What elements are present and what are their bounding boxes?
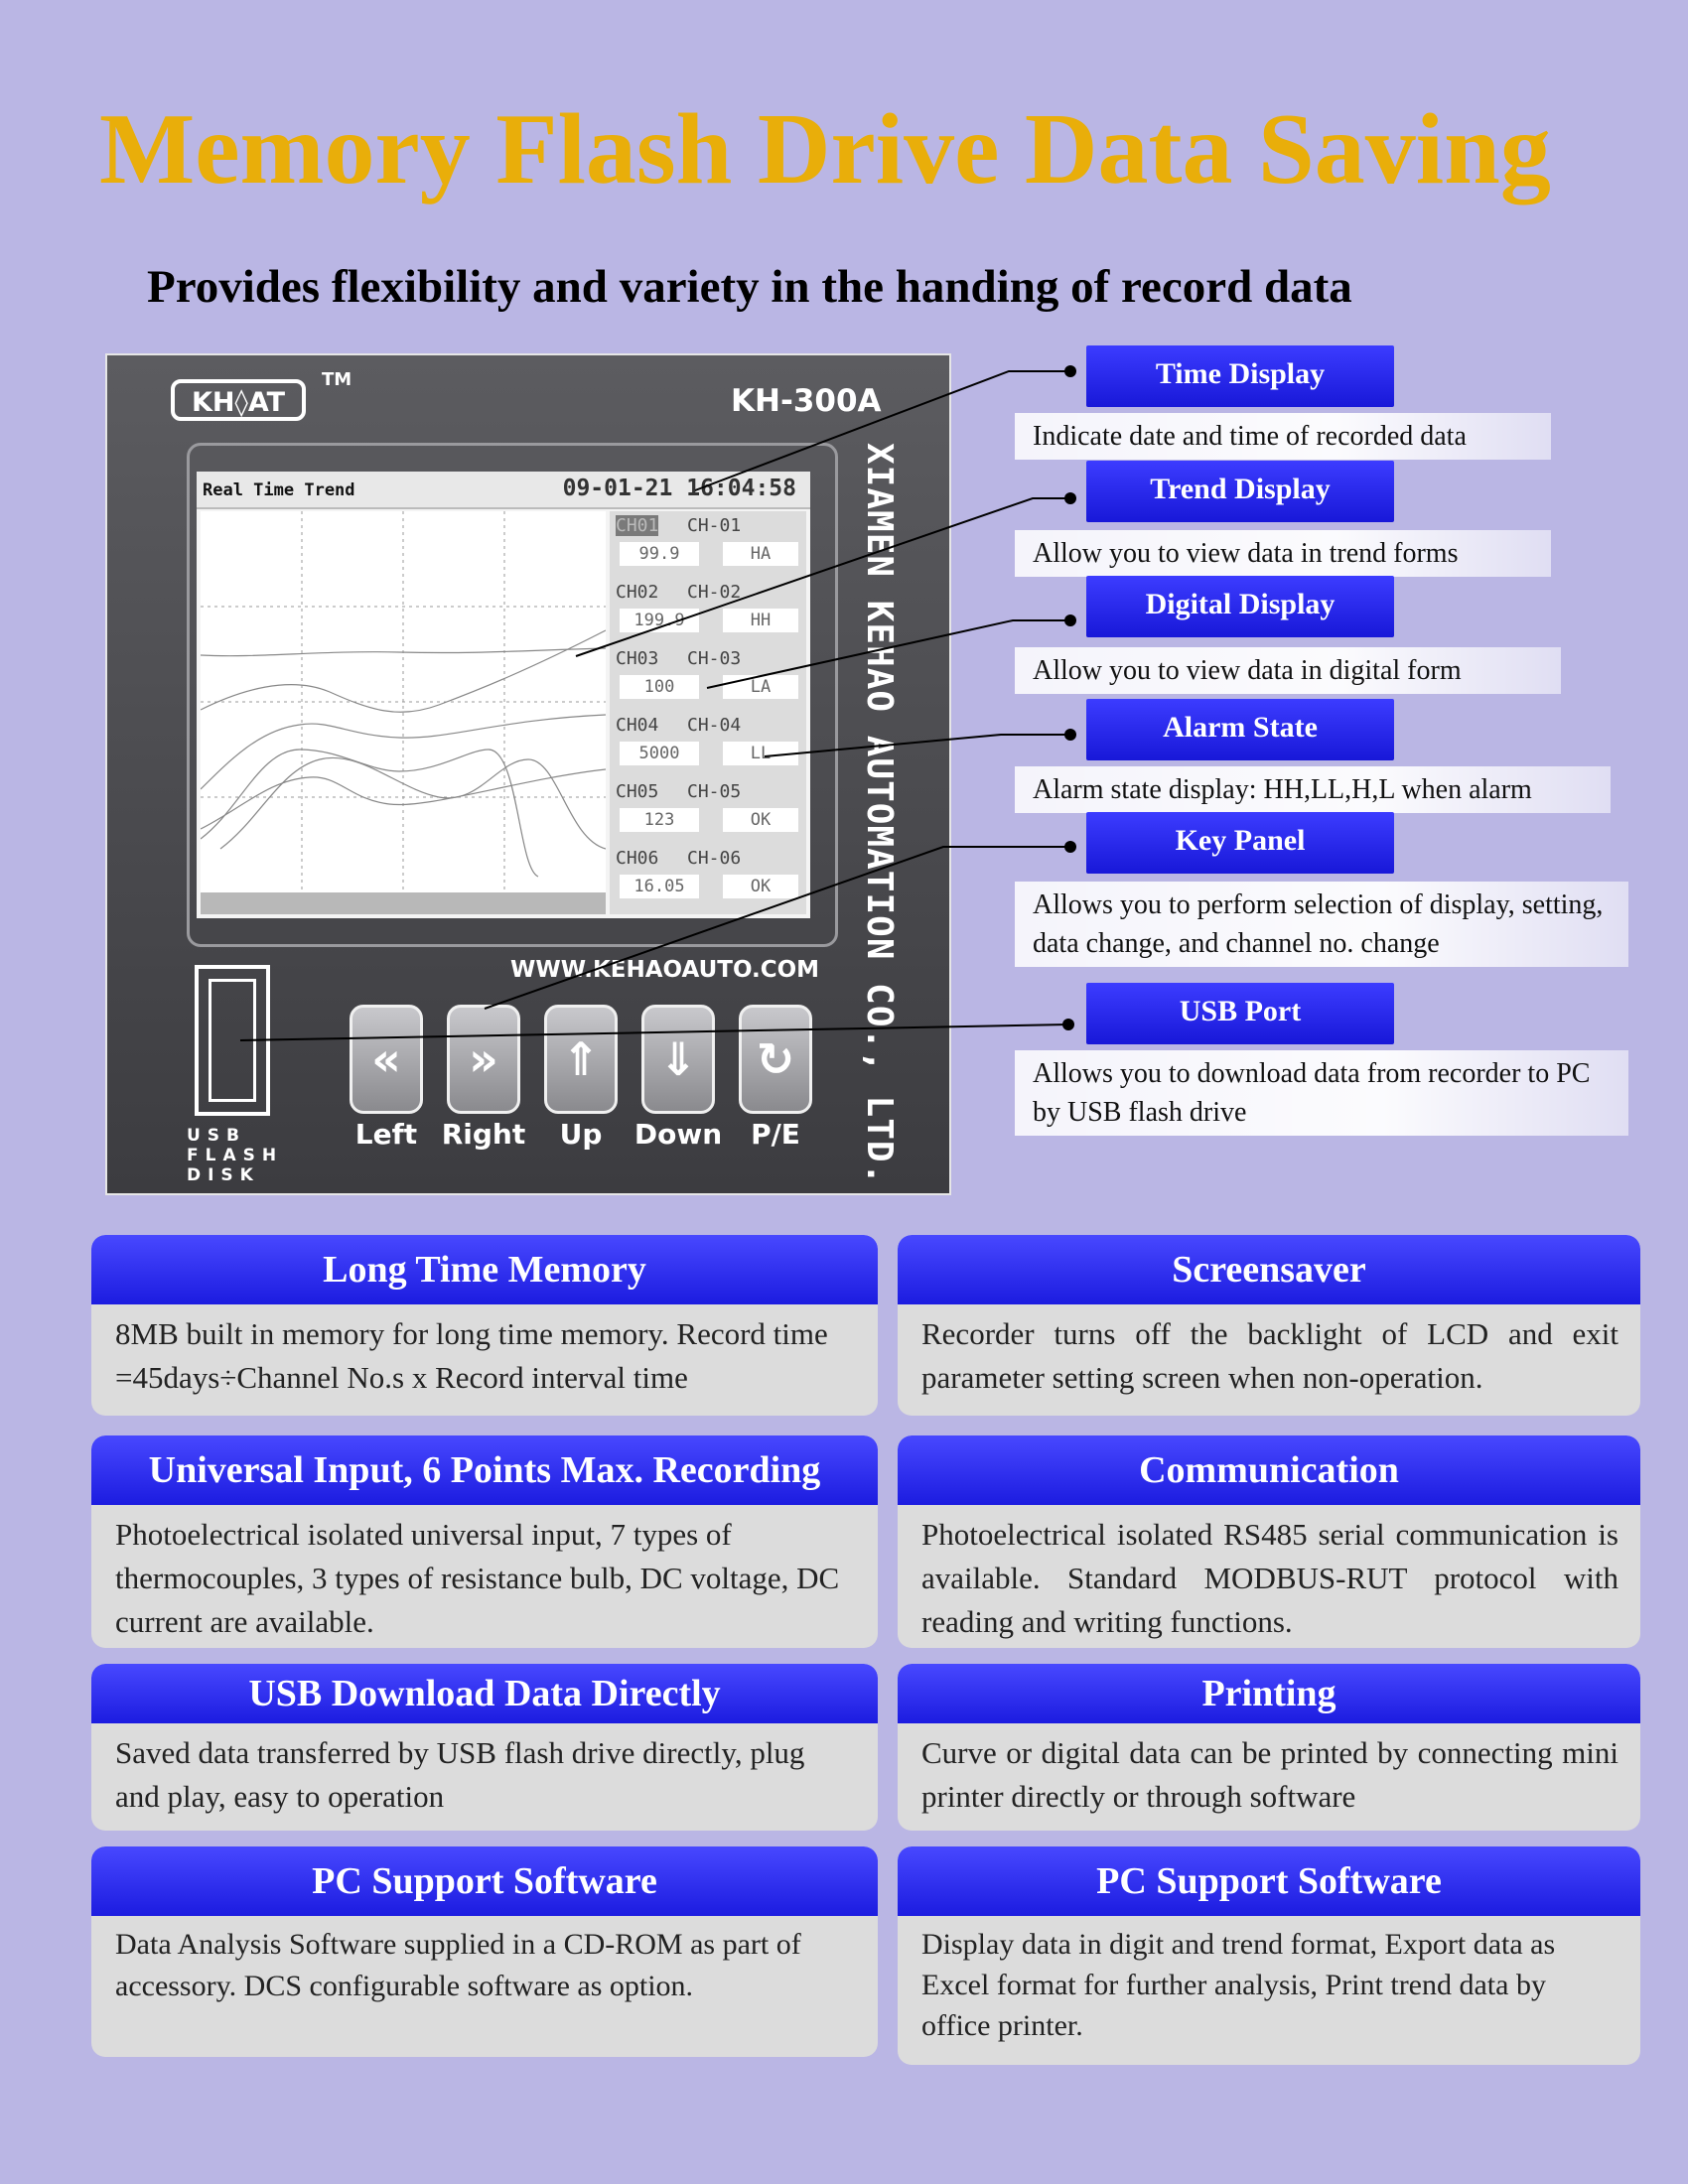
feature-body: 8MB built in memory for long time memory. Record time =45days÷Channel No.s x Record interval time <box>115 1316 828 1395</box>
channel-id: CH06 <box>616 848 659 869</box>
feature-pc-support-software-1 <box>91 1846 878 2057</box>
callout-key-panel-desc: Allows you to perform selection of display, setting, data change, and channel no. change <box>1015 882 1628 967</box>
channel-id: CH03 <box>616 648 659 669</box>
feature-title: Screensaver <box>898 1235 1640 1304</box>
lcd-title: Real Time Trend <box>203 480 355 500</box>
callout-trend-display: Trend Display <box>1086 461 1394 522</box>
feature-universal-input <box>91 1435 878 1648</box>
page-title: Memory Flash Drive Data Saving <box>99 93 1551 205</box>
callout-usb-port: USB Port <box>1086 983 1394 1044</box>
channel-state: HA <box>723 542 798 566</box>
lcd-time: 09-01-21 16:04:58 <box>562 476 796 501</box>
feature-body: Photoelectrical isolated universal input, 7 types of thermocouples, 3 types of resistance bulb, DC voltage, DC current are available. <box>115 1517 840 1639</box>
feature-title: Universal Input, 6 Points Max. Recording <box>91 1435 878 1505</box>
feature-body: Curve or digital data can be printed by connecting mini printer directly or through software <box>921 1735 1618 1814</box>
brand-logo: KH◊AT <box>171 379 306 421</box>
feature-body: Display data in digit and trend format, Export data as Excel format for further analysis, Print trend data by office printer. <box>921 1928 1556 2042</box>
feature-title: Communication <box>898 1435 1640 1505</box>
channel-name: CH-03 <box>687 648 742 669</box>
channel-name: CH-02 <box>687 582 742 603</box>
trademark-mark: TM <box>322 369 352 390</box>
channel-id: CH01 <box>616 515 659 536</box>
channel-id: CH02 <box>616 582 659 603</box>
channel-id: CH05 <box>616 781 659 802</box>
page-subtitle: Provides flexibility and variety in the handing of record data <box>147 261 1352 313</box>
callout-alarm-state: Alarm State <box>1086 699 1394 760</box>
channel-value: 123 <box>620 808 699 832</box>
feature-body: Saved data transferred by USB flash drive directly, plug and play, easy to operation <box>115 1735 805 1814</box>
channel-value: 16.05 <box>620 875 699 898</box>
channel-id: CH04 <box>616 715 659 736</box>
up-key-button: ⇑ <box>544 1005 618 1114</box>
callout-usb-port-desc: Allows you to download data from recorder to PC by USB flash drive <box>1015 1050 1628 1136</box>
channel-name: CH-06 <box>687 848 742 869</box>
channel-value: 99.9 <box>620 542 699 566</box>
feature-title: Printing <box>898 1664 1640 1723</box>
feature-usb-download <box>91 1664 878 1831</box>
feature-printing <box>898 1664 1640 1831</box>
left-key-button: « <box>350 1005 423 1114</box>
channel-name: CH-05 <box>687 781 742 802</box>
feature-pc-support-software-2 <box>898 1846 1640 2065</box>
channel-name: CH-01 <box>687 515 742 536</box>
channel-value: 5000 <box>620 742 699 765</box>
feature-long-time-memory <box>91 1235 878 1416</box>
callout-time-display: Time Display <box>1086 345 1394 407</box>
usb-port-label: USB FLASH DISK <box>187 1126 284 1185</box>
feature-communication <box>898 1435 1640 1648</box>
feature-title: USB Download Data Directly <box>91 1664 878 1723</box>
feature-title: PC Support Software <box>898 1846 1640 1916</box>
feature-body: Data Analysis Software supplied in a CD-ROM as part of accessory. DCS configurable software as option. <box>115 1928 801 2002</box>
website-url: WWW.KEHAOAUTO.COM <box>510 957 820 983</box>
channel-state: OK <box>723 808 798 832</box>
channel-name: CH-04 <box>687 715 742 736</box>
pe-key-label: P/E <box>751 1118 800 1151</box>
pe-key-button: ↻ <box>739 1005 812 1114</box>
callout-digital-display: Digital Display <box>1086 576 1394 637</box>
feature-body: Photoelectrical isolated RS485 serial communication is available. Standard MODBUS-RUT protocol with reading and writing functions. <box>921 1517 1618 1639</box>
feature-body: Recorder turns off the backlight of LCD and exit parameter setting screen when non-operation. <box>921 1316 1618 1395</box>
down-key-label: Down <box>633 1118 723 1151</box>
feature-title: Long Time Memory <box>91 1235 878 1304</box>
channel-value: 199.9 <box>620 609 699 632</box>
callout-key-panel: Key Panel <box>1086 812 1394 874</box>
callout-trend-display-desc: Allow you to view data in trend forms <box>1015 530 1551 577</box>
company-vertical-text: XIAMEN KEHAO AUTOMATION CO., LTD. <box>859 443 900 1186</box>
channel-state: LA <box>723 675 798 699</box>
channel-state: LL <box>723 742 798 765</box>
channel-state: OK <box>723 875 798 898</box>
feature-screensaver <box>898 1235 1640 1416</box>
callout-alarm-state-desc: Alarm state display: HH,LL,H,L when alarm <box>1015 766 1611 813</box>
left-key-label: Left <box>354 1118 418 1151</box>
channel-state: HH <box>723 609 798 632</box>
down-key-button: ⇓ <box>641 1005 715 1114</box>
up-key-label: Up <box>559 1118 603 1151</box>
channel-value: 100 <box>620 675 699 699</box>
callout-digital-display-desc: Allow you to view data in digital form <box>1015 647 1561 694</box>
callout-time-display-desc: Indicate date and time of recorded data <box>1015 413 1551 460</box>
model-number: KH-300A <box>731 383 882 419</box>
right-key-label: Right <box>441 1118 526 1151</box>
feature-title: PC Support Software <box>91 1846 878 1916</box>
right-key-button: » <box>447 1005 520 1114</box>
